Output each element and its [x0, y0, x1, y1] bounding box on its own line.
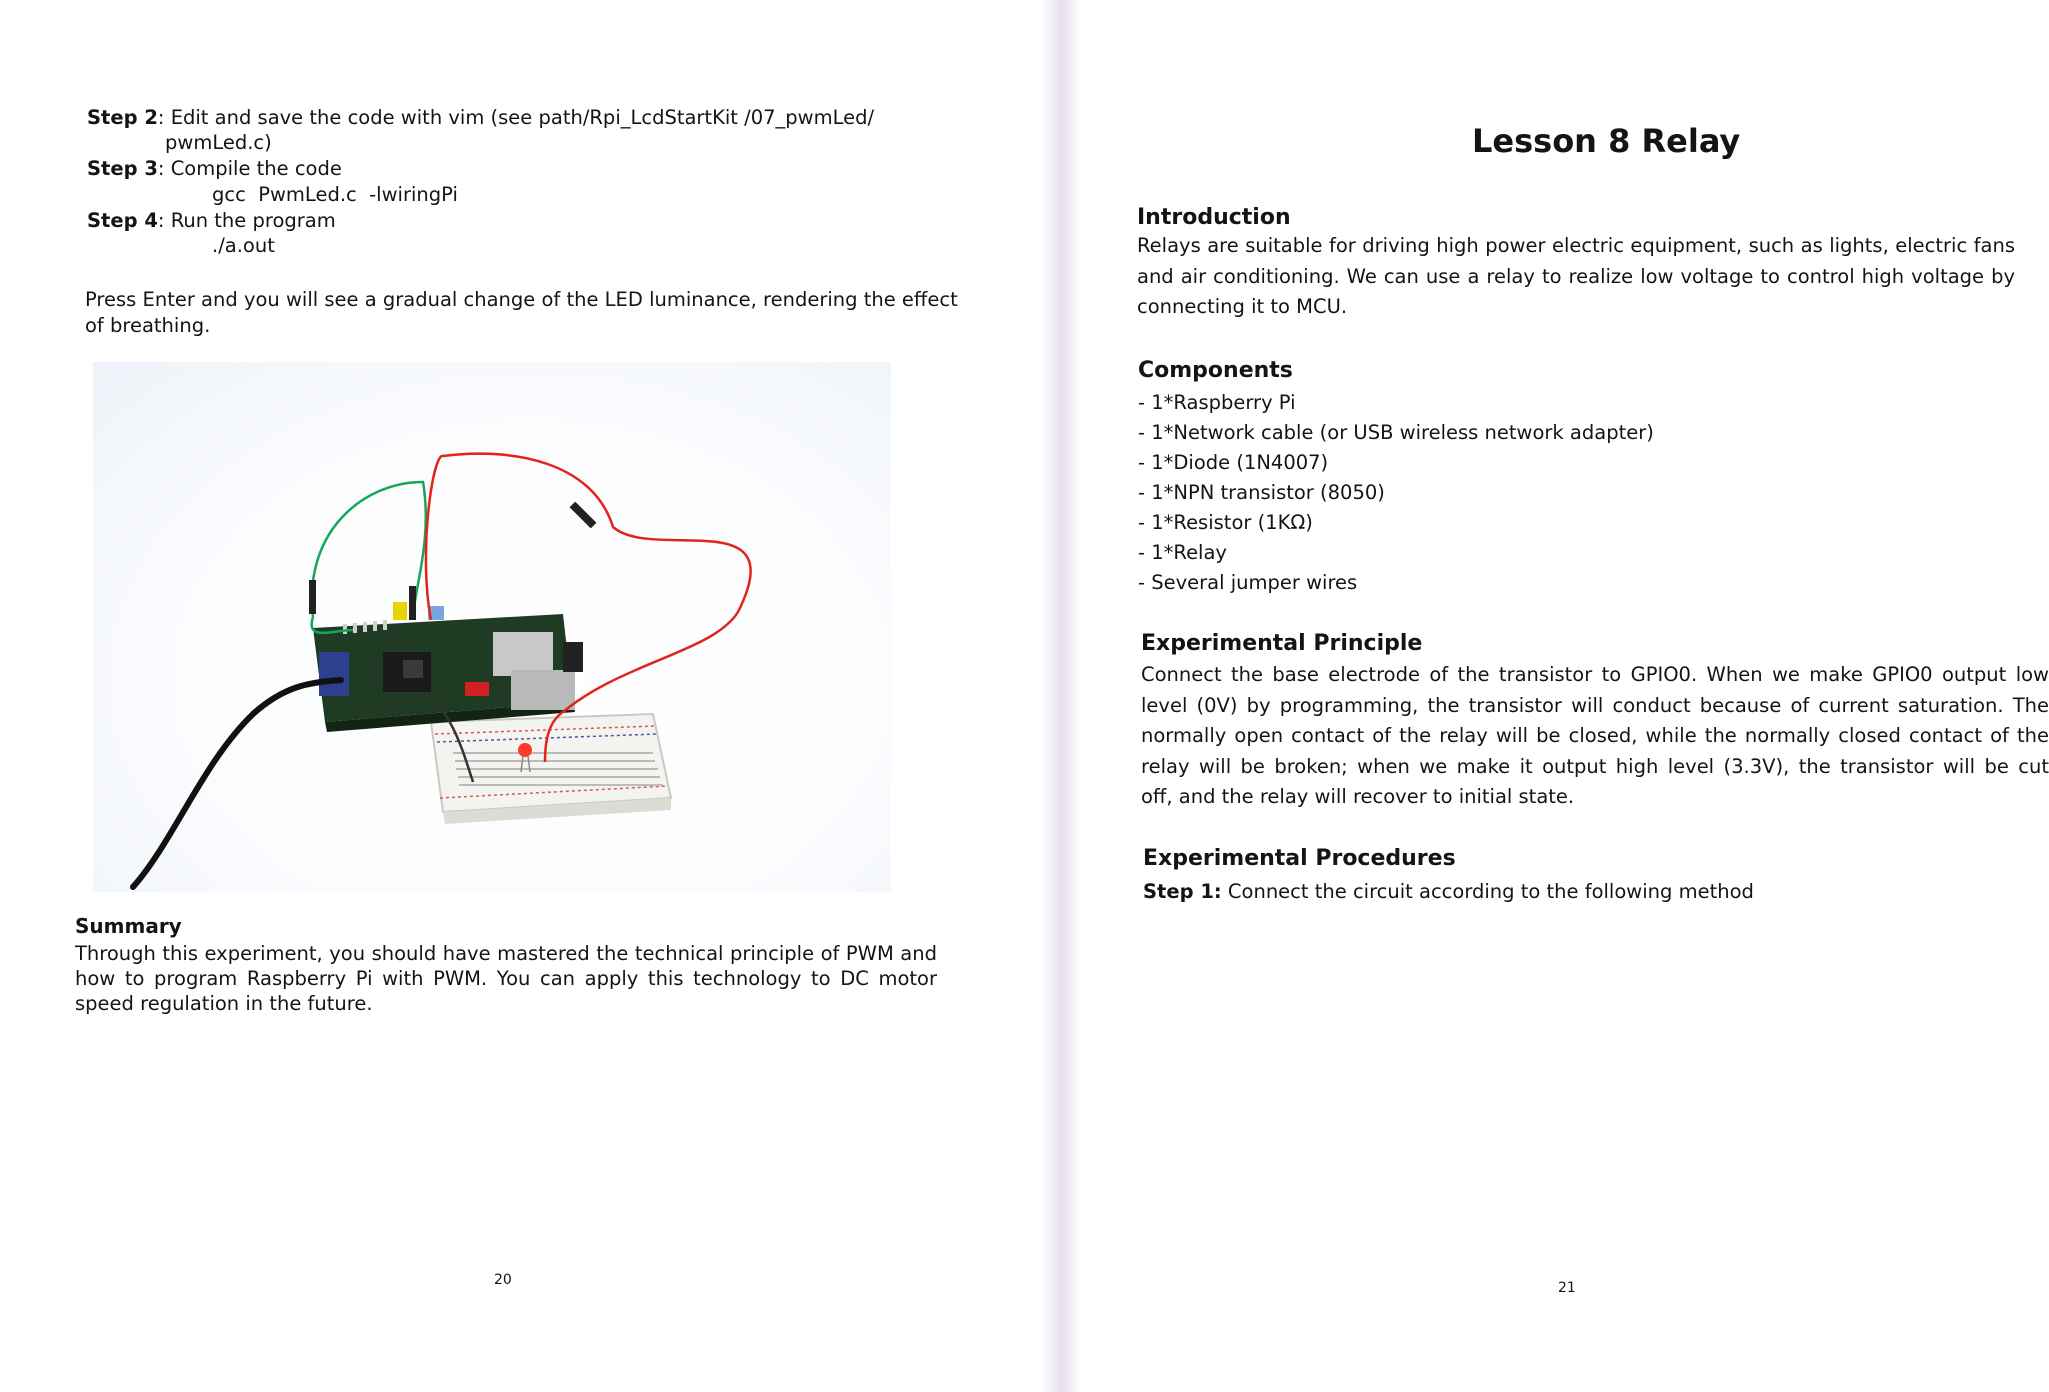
principle-line: Connect the base electrode of the transistor to GPIO0. When we make GPIO0 output low	[1141, 663, 2049, 686]
principle-paragraph	[1141, 660, 2049, 813]
raspberry-pi-board	[313, 602, 583, 732]
principle-line: normally open contact of the relay will be closed, while the normally closed contact of the	[1141, 724, 2049, 747]
component-item: - 1*Raspberry Pi	[1138, 391, 1296, 414]
step-4-label: Step 4	[87, 209, 158, 232]
introduction-line: Relays are suitable for driving high power electric equipment, such as lights, electric fans	[1137, 234, 2015, 257]
procedures-heading: Experimental Procedures	[1143, 846, 1456, 871]
press-enter-line: Press Enter and you will see a gradual change of the LED luminance, rendering the effect	[85, 288, 958, 311]
summary-heading: Summary	[75, 914, 182, 938]
introduction-heading: Introduction	[1137, 205, 1291, 230]
procedure-step-1-label: Step 1:	[1143, 880, 1222, 903]
run-command: ./a.out	[212, 234, 275, 257]
compile-command: gcc PwmLed.c -lwiringPi	[212, 183, 458, 206]
component-item: - 1*Resistor (1KΩ)	[1138, 511, 1313, 534]
step-4-line	[87, 209, 336, 233]
power-cable	[133, 680, 341, 887]
principle-line: level (0V) by programming, the transistor will conduct because of current saturation. The	[1141, 693, 2049, 717]
component-item: - 1*Diode (1N4007)	[1138, 451, 1329, 474]
step-3-label: Step 3	[87, 157, 158, 180]
introduction-line: and air conditioning. We can use a relay to realize low voltage to control high voltage by	[1137, 264, 2015, 288]
green-jumper-wire	[312, 482, 426, 620]
component-item: - 1*Network cable (or USB wireless network adapter)	[1138, 421, 1654, 444]
introduction-line: connecting it to MCU.	[1137, 295, 1348, 318]
procedure-step-1	[1143, 880, 1754, 904]
step-2-line	[87, 106, 874, 130]
press-enter-paragraph	[85, 287, 958, 339]
principle-line: relay will be broken; when we make it output high level (3.3V), the transistor will be cut	[1141, 754, 2049, 778]
breadboard-circuit-photo	[93, 362, 891, 892]
press-enter-line: of breathing.	[85, 314, 211, 337]
step-2-label: Step 2	[87, 106, 158, 129]
principle-heading: Experimental Principle	[1141, 631, 1423, 656]
right-page	[1060, 0, 2049, 1392]
component-item: - Several jumper wires	[1138, 571, 1358, 594]
summary-line: how to program Raspberry Pi with PWM. You can apply this technology to DC motor	[75, 967, 937, 990]
summary-line: Through this experiment, you should have mastered the technical principle of PWM and	[75, 942, 937, 965]
component-item: - 1*NPN transistor (8050)	[1138, 481, 1385, 504]
breadboard	[431, 714, 671, 824]
page-number: 20	[494, 1272, 512, 1288]
summary-paragraph	[75, 941, 937, 1016]
component-item: - 1*Relay	[1138, 541, 1227, 564]
step-3-text: : Compile the code	[157, 157, 342, 180]
summary-line: speed regulation in the future.	[75, 992, 373, 1015]
components-heading: Components	[1138, 358, 1293, 383]
step-4-text: : Run the program	[157, 209, 336, 232]
step-2-continuation: pwmLed.c)	[165, 131, 272, 154]
procedure-step-1-text: Connect the circuit according to the following method	[1221, 880, 1754, 903]
principle-line: off, and the relay will recover to initial state.	[1141, 785, 1575, 808]
page-number: 21	[1558, 1280, 1576, 1296]
step-2-text: : Edit and save the code with vim (see path/Rpi_LcdStartKit /07_pwmLed/	[157, 106, 875, 129]
introduction-paragraph	[1137, 231, 2015, 323]
lesson-title: Lesson 8 Relay	[1472, 122, 1741, 160]
step-3-line	[87, 157, 342, 181]
